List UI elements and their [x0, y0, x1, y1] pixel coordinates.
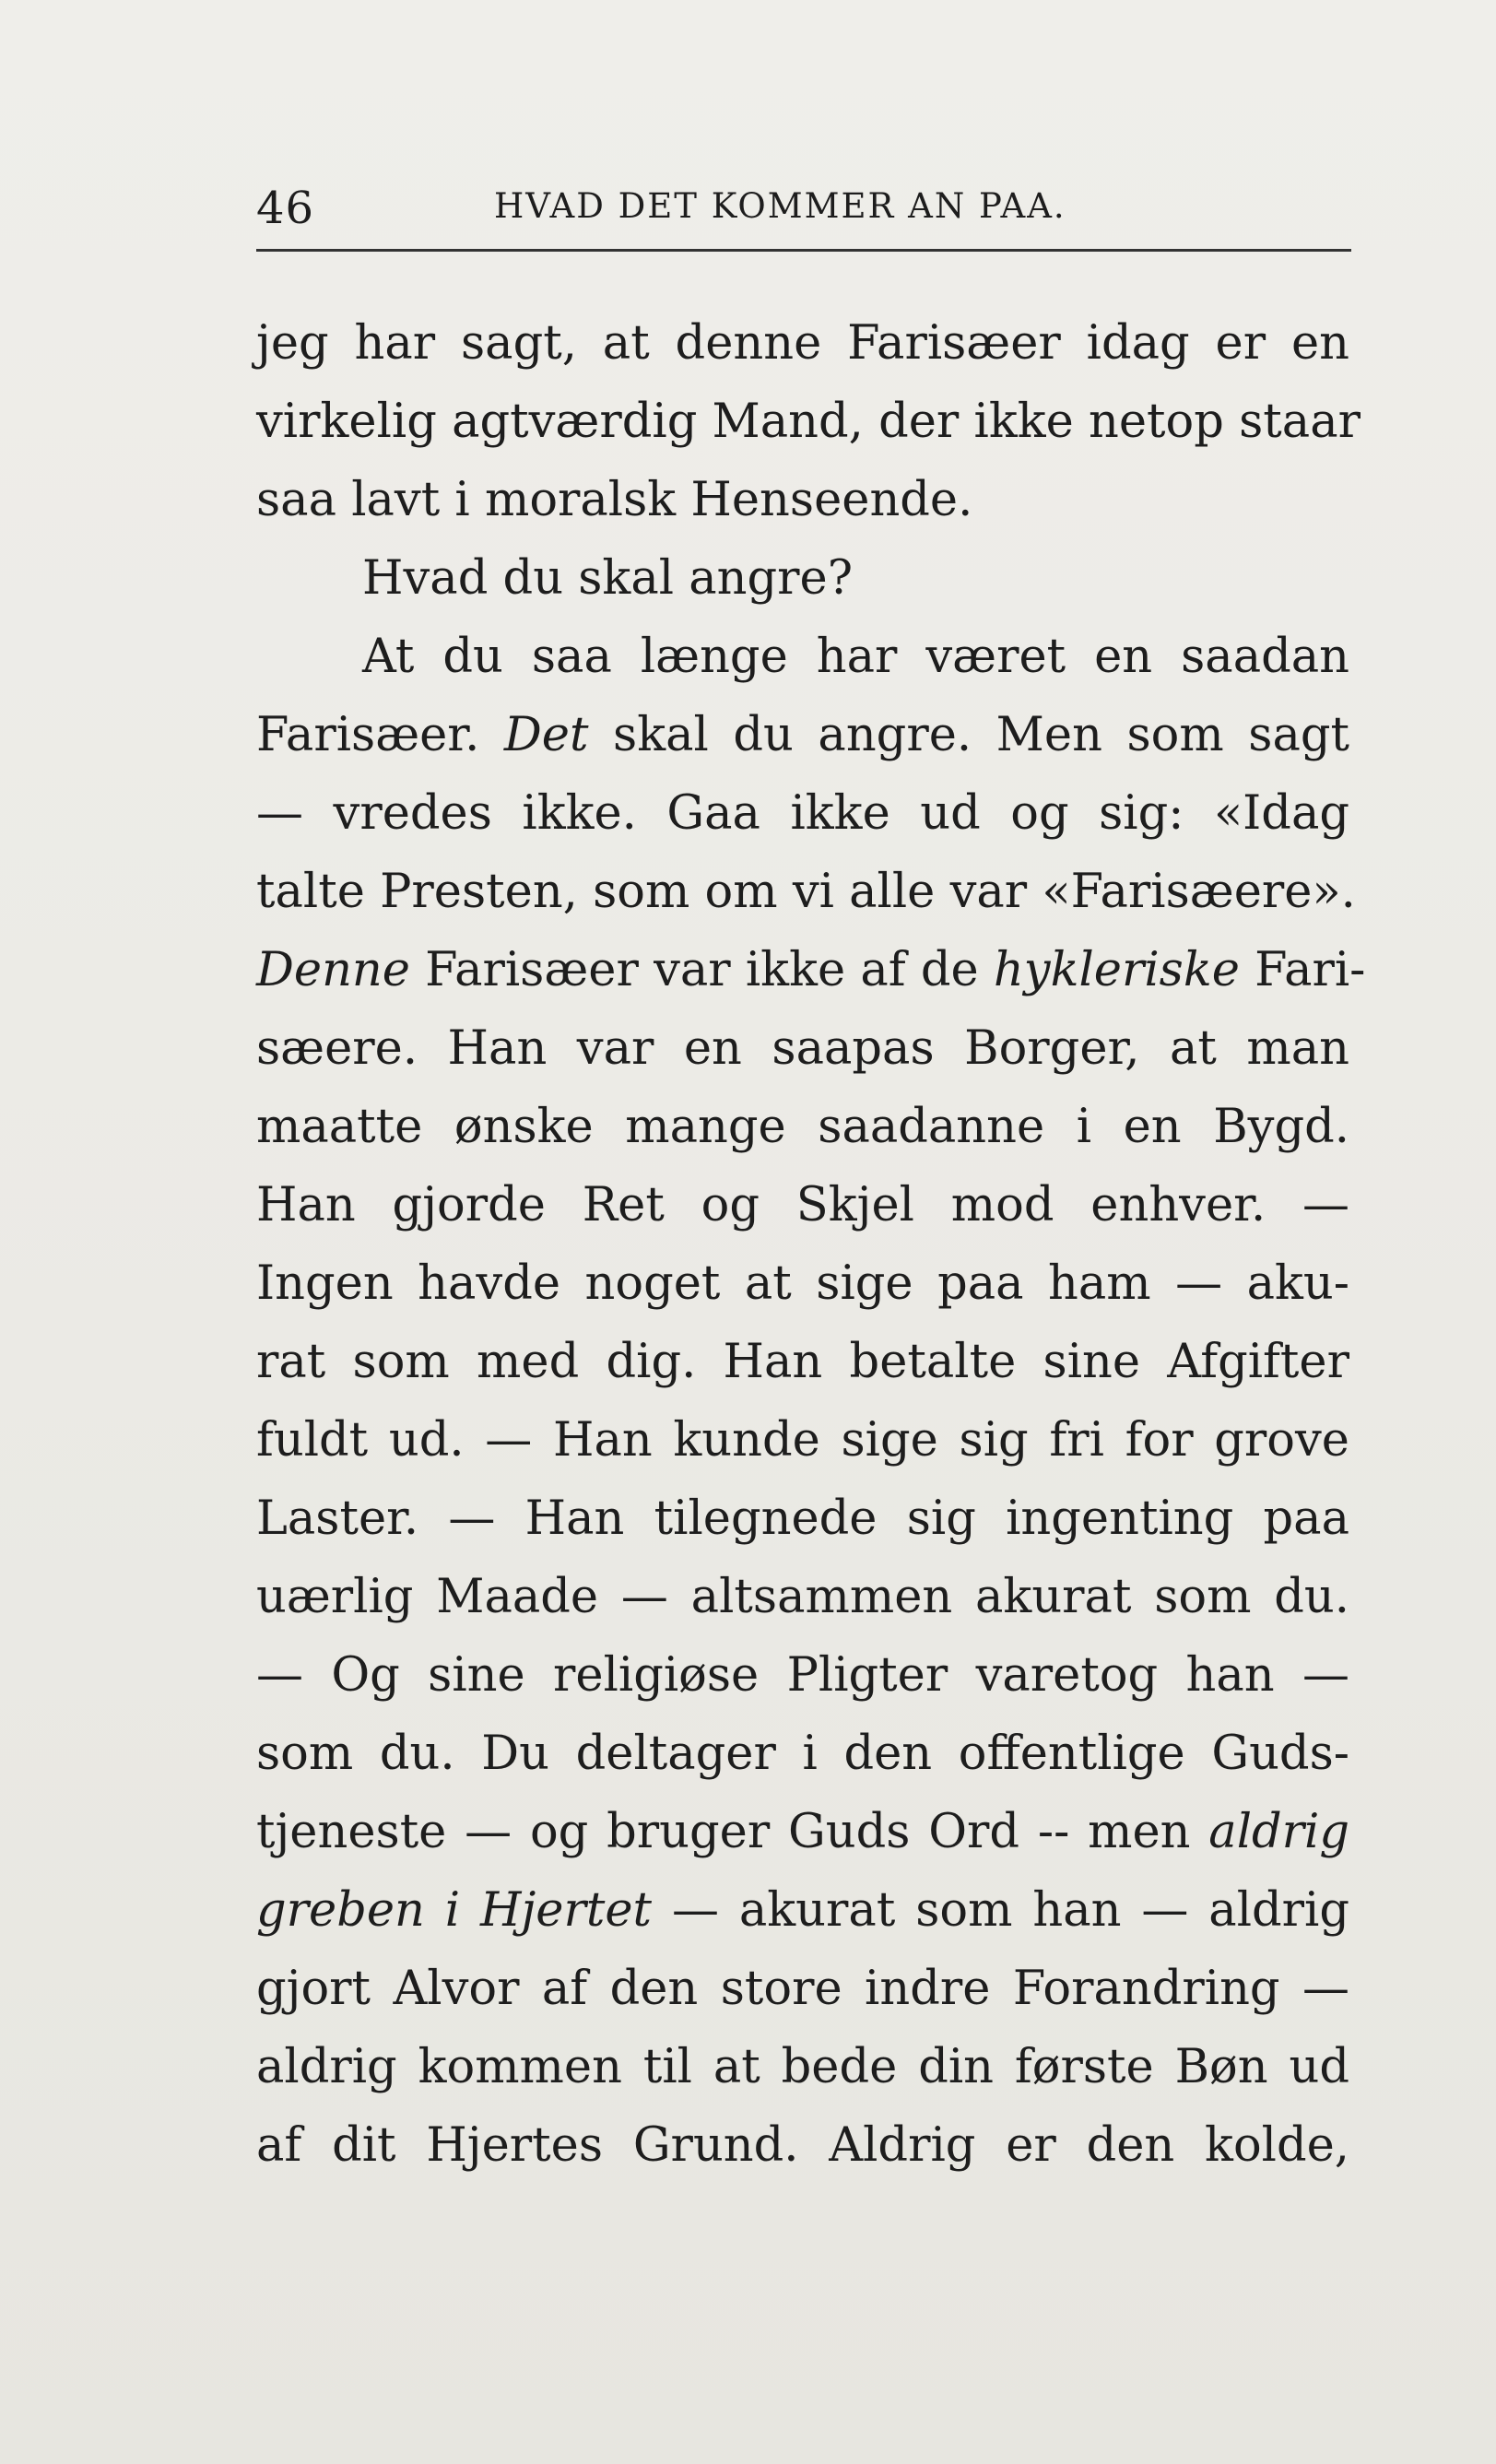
emphasis: hykleriske: [993, 943, 1240, 997]
text-line: Farisæer. Det skal du angre. Men som sagt: [256, 708, 1350, 762]
text-line: sæere. Han var en saapas Borger, at man: [256, 1021, 1349, 1076]
text-line: fuldt ud. — Han kunde sige sig fri for grove: [256, 1413, 1349, 1468]
text-line: virkelig agtværdig Mand, der ikke netop staar: [256, 395, 1361, 449]
body-text: [256, 304, 1366, 2185]
emphasis: Denne: [256, 943, 410, 997]
emphasis: greben i Hjertet: [256, 1883, 653, 1938]
text-line: Ingen havde noget at sige paa ham — aku-: [256, 1256, 1349, 1311]
emphasis: Det: [503, 708, 589, 762]
text-line: greben i Hjertet — akurat som han — aldrig: [256, 1883, 1349, 1938]
text-line: aldrig kommen til at bede din første Bøn ud: [256, 2040, 1349, 2094]
text-line: At du saa længe har været en saadan: [362, 630, 1349, 684]
text-line: Denne Farisæer var ikke af de hykleriske Fari-: [256, 943, 1366, 997]
running-head: HVAD DET KOMMER AN PAA.: [494, 186, 1066, 226]
text-line: tjeneste — og bruger Guds Ord -- men aldrig: [256, 1805, 1349, 1859]
text-line: — vredes ikke. Gaa ikke ud og sig: «Idag: [256, 786, 1349, 841]
text-line: jeg har sagt, at denne Farisæer idag er en: [256, 316, 1349, 371]
text-line: som du. Du deltager i den offentlige Guds-: [256, 1727, 1349, 1781]
text-line: Laster. — Han tilegnede sig ingenting paa: [256, 1491, 1349, 1546]
text-line: maatte ønske mange saadanne i en Bygd.: [256, 1100, 1349, 1154]
text-line: Hvad du skal angre?: [362, 551, 854, 606]
text-line: rat som med dig. Han betalte sine Afgifter: [256, 1335, 1349, 1389]
page-number: 46: [256, 183, 315, 234]
text-line: talte Presten, som om vi alle var «Farisæere».: [256, 865, 1356, 919]
text-line: Han gjorde Ret og Skjel mod enhver. —: [256, 1178, 1349, 1232]
text-line: af dit Hjertes Grund. Aldrig er den kolde,: [256, 2118, 1349, 2173]
emphasis: aldrig: [1208, 1805, 1349, 1859]
page-header: [256, 177, 1351, 251]
header-rule: [256, 249, 1351, 252]
text-line: — Og sine religiøse Pligter varetog han —: [256, 1648, 1349, 1703]
text-line: uærlig Maade — altsammen akurat som du.: [256, 1570, 1349, 1624]
text-line: gjort Alvor af den store indre Forandring —: [256, 1962, 1349, 2016]
text-line: saa lavt i moralsk Henseende.: [256, 473, 973, 527]
